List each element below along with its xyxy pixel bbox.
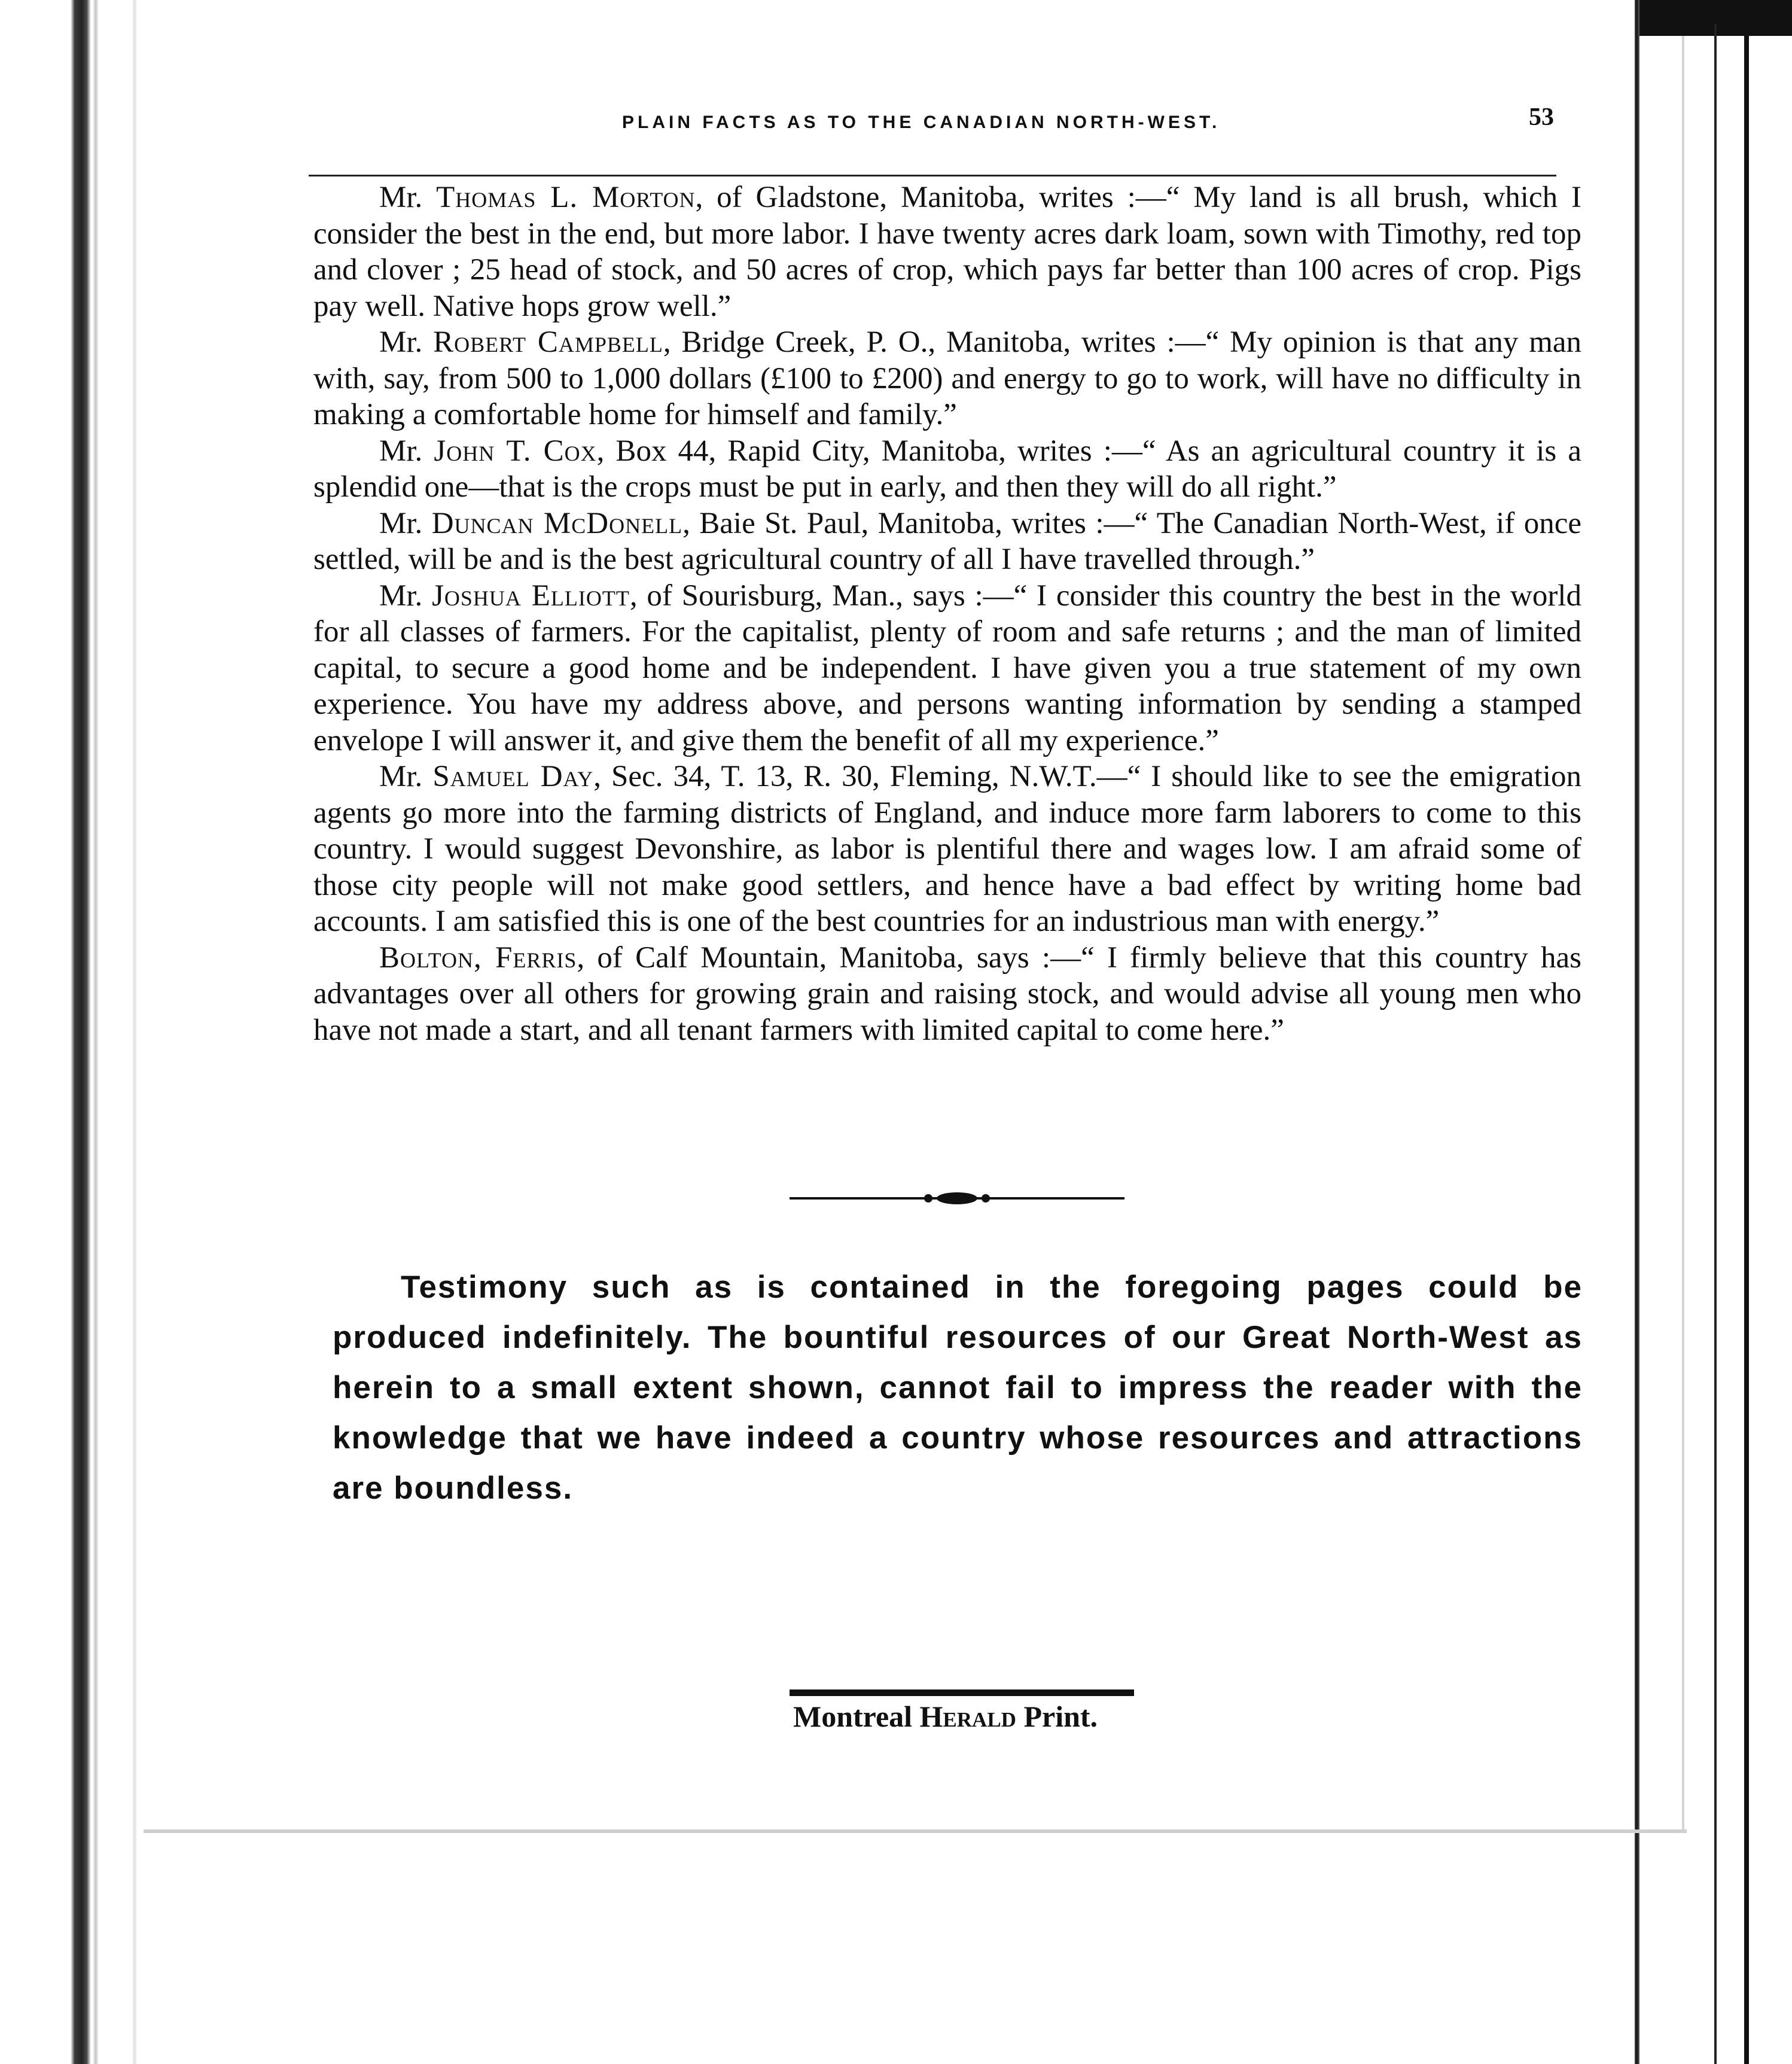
closing-statement <box>333 1262 1583 1514</box>
testimonial-prefix: Mr. <box>379 181 437 214</box>
page-binding-shadow <box>93 0 99 2064</box>
testimonial-text: , Box 44, Rapid City, Manitoba, writes :—“ As an agricultural country it is a splendid one—that is the crops must be put in early, and then they will do all right.” <box>313 434 1581 504</box>
testimonial-author: John T. Cox <box>434 434 597 468</box>
scan-border-line <box>1714 24 1717 2064</box>
testimonial-prefix: Mr. <box>379 579 432 613</box>
testimonial-author: Robert Campbell <box>433 325 663 359</box>
closing-paragraph: Testimony such as is contained in the foregoing pages could be produced indefinitely. The bountiful resources of our Great North-West as herein to a small extent shown, cannot fail to impress the reader with the knowledge that we have indeed a country whose resources and attractions are boundless. <box>333 1270 1583 1506</box>
testimonial-text: , Baie St. Paul, Manitoba, writes :—“ The Canadian North-West, if once settled, will be and is the best agricultural country of all I have travelled through.” <box>313 506 1581 576</box>
ornament-divider <box>790 1183 1124 1213</box>
testimonial-text: , of Gladstone, Manitoba, writes :—“ My land is all brush, which I consider the best in the end, but more labor. I have twenty acres dark loam, sown with Timothy, red top and clover ; 25 head of stock, and 50 acres of crop, which pays far better than 100 acres of crop. Pigs pay well. Native hops grow well.” <box>313 181 1581 323</box>
testimonial-paragraph <box>313 940 1581 1049</box>
page-bottom-shadow <box>144 1829 1687 1833</box>
imprint-suffix: Print. <box>1016 1700 1098 1733</box>
running-title: PLAIN FACTS AS TO THE CANADIAN NORTH-WEST. <box>622 112 1221 132</box>
page-binding-edge <box>71 0 91 2064</box>
testimonial-text: , of Calf Mountain, Manitoba, says :—“ I firmly believe that this country has advantages over all others for growing grain and raising stock, and would advise all young men who have not made a start, and all tenant farmers with limited capital to come here.” <box>313 940 1581 1047</box>
testimonial-author: Samuel Day <box>432 760 594 793</box>
testimonial-paragraph <box>313 324 1581 433</box>
testimonial-prefix: Mr. <box>379 760 433 793</box>
testimonial-prefix: Mr. <box>379 434 434 468</box>
imprint-rule <box>790 1689 1134 1696</box>
testimonial-author: Joshua Elliott <box>432 579 630 613</box>
testimonials-section <box>313 179 1581 1048</box>
page-right-edge <box>1635 0 1639 2064</box>
testimonial-text: , of Sourisburg, Man., says :—“ I consider this country the best in the world for all classes of farmers. For the capitalist, plenty of room and safe returns ; and the man of limited capital, to secure a good home and be independent. I have given you a true statement of my own experience. You have my address above, and persons wanting information by sending a stamped envelope I will answer it, and give them the benefit of all my experience.” <box>313 579 1581 757</box>
testimonial-author: Bolton, Ferris <box>379 940 577 975</box>
testimonial-paragraph <box>313 179 1581 324</box>
testimonial-author: Thomas L. Morton <box>436 181 696 214</box>
page-right-shadow <box>1682 36 1684 1831</box>
testimonial-prefix: Mr. <box>379 325 434 359</box>
testimonial-paragraph <box>313 759 1581 940</box>
imprint-prefix: Montreal <box>793 1700 920 1733</box>
testimonial-author: Duncan McDonell <box>431 506 683 540</box>
testimonial-prefix: Mr. <box>379 506 432 540</box>
header-rule <box>309 175 1556 176</box>
testimonial-paragraph <box>313 578 1581 759</box>
testimonial-text: , Sec. 34, T. 13, R. 30, Fleming, N.W.T.—“ I should like to see the emigration agents go more into the farming districts of England, and induce more farm laborers to come to this country. I would suggest Devonshire, as labor is plentiful there and wages low. I am afraid some of those city people will not make good settlers, and hence have a bad effect by writing home bad accounts. I am satisfied this is one of the best countries for an industrious man with energy.” <box>313 760 1581 938</box>
scan-border-line-outer <box>1744 24 1749 2064</box>
page-fold-line <box>133 0 136 2064</box>
testimonial-text: , Bridge Creek, P. O., Manitoba, writes :—“ My opinion is that any man with, say, from 500 to 1,000 dollars (£100 to £200) and energy to go to work, will have no difficulty in making a comfortable home for himself and family.” <box>313 325 1581 431</box>
printer-imprint <box>793 1699 1152 1734</box>
page-number: 53 <box>1529 103 1554 131</box>
testimonial-paragraph <box>313 506 1581 578</box>
imprint-publisher: Herald <box>919 1700 1016 1733</box>
testimonial-paragraph <box>313 433 1581 506</box>
